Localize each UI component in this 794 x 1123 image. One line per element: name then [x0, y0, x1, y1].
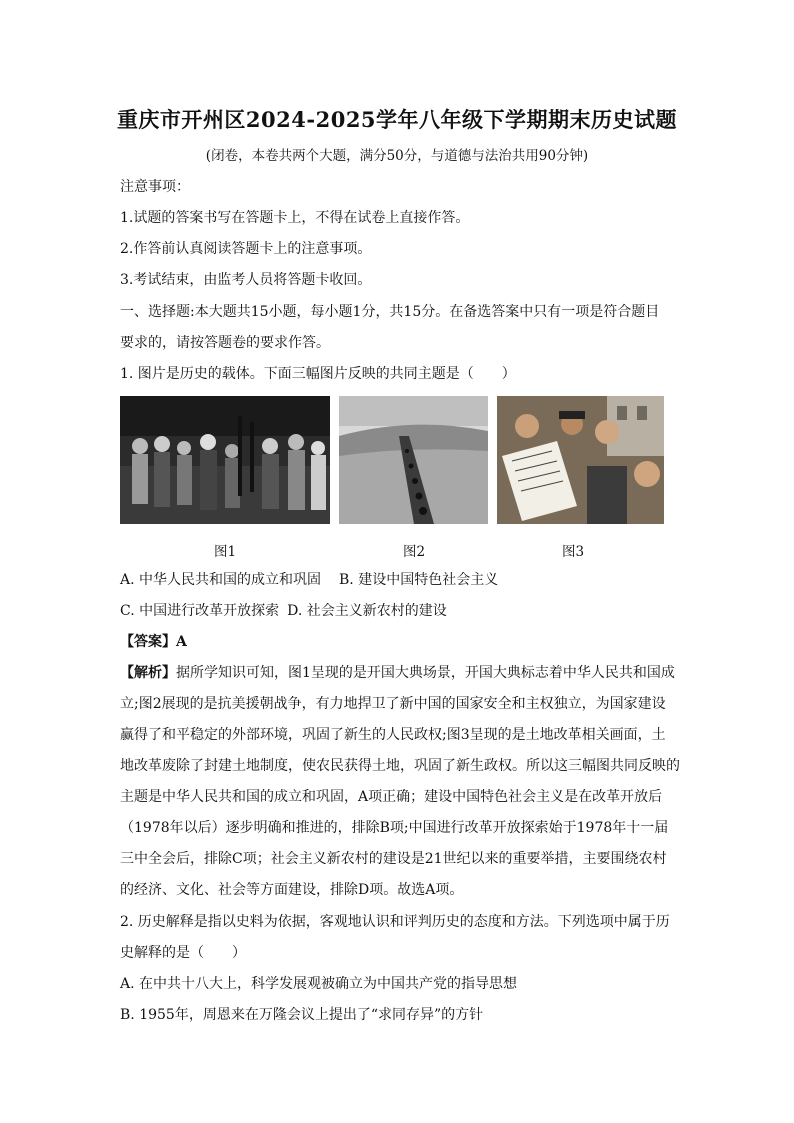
figure-2-caption: 图2 — [402, 544, 426, 560]
q1-option-d: D. 社会主义新农村的建设 — [287, 603, 447, 619]
q1-option-c: C. 中国进行改革开放探索 — [120, 603, 280, 619]
note-item-3: 3.考试结束，由监考人员将答题卡收回。 — [120, 272, 372, 288]
notes-heading: 注意事项： — [120, 179, 190, 195]
note-item-1: 1.试题的答案书写在答题卡上，不得在试卷上直接作答。 — [120, 210, 470, 226]
q1-analysis-line-6: （1978年以后）逐步明确和推进的，排除B项;中国进行改革开放探索始于1978年十一届 — [120, 820, 669, 836]
q1-analysis-line-3: 赢得了和平稳定的外部环境，巩固了新生的人民政权;图3呈现的是土地改革相关画面，土 — [120, 727, 666, 743]
figure-3-photo — [497, 396, 664, 524]
q1-analysis-text-1: 据所学知识可知，图1呈现的是开国大典场景，开国大典标志着中华人民共和国成 — [176, 665, 675, 681]
q2-option-b: B. 1955年，周恩来在万隆会议上提出了“求同存异”的方针 — [120, 1007, 484, 1023]
page-subtitle: (闭卷，本卷共两个大题，满分50分，与道德与法治共用90分钟) — [205, 148, 589, 164]
figure-3-caption: 图3 — [561, 544, 585, 560]
q1-stem: 1. 图片是历史的载体。下面三幅图片反映的共同主题是（ ） — [120, 366, 516, 382]
q1-analysis-line-1 — [120, 663, 680, 683]
q1-analysis-line-2: 立;图2展现的是抗美援朝战争，有力地捍卫了新中国的国家安全和主权独立，为国家建设 — [120, 696, 666, 712]
figure-1-caption: 图1 — [213, 544, 237, 560]
note-item-2: 2.作答前认真阅读答题卡上的注意事项。 — [120, 241, 372, 257]
section1-instructions-cont: 要求的，请按答题卷的要求作答。 — [120, 335, 330, 351]
page-title: 重庆市开州区2024-2025学年八年级下学期期末历史试题 — [116, 107, 678, 132]
q1-answer: 【答案】A — [120, 634, 187, 650]
q1-option-b: B. 建设中国特色社会主义 — [339, 572, 499, 588]
q2-stem: 2. 历史解释是指以史料为依据，客观地认识和评判历史的态度和方法。下列选项中属于历 — [120, 914, 670, 930]
figure-1-photo — [120, 396, 330, 524]
section1-instructions: 一、选择题:本大题共15小题，每小题1分，共15分。在备选答案中只有一项是符合题目 — [120, 304, 660, 320]
q1-analysis-label: 【解析】 — [120, 665, 176, 681]
q1-analysis-line-8: 的经济、文化、社会等方面建设，排除D项。故选A项。 — [120, 882, 464, 898]
q1-options-ab — [120, 570, 680, 590]
q1-options-cd — [120, 601, 680, 621]
figure-2-photo — [339, 396, 488, 524]
q2-stem-cont: 史解释的是（ ） — [120, 945, 246, 961]
q2-option-a: A. 在中共十八大上，科学发展观被确立为中国共产党的指导思想 — [120, 976, 518, 992]
q1-option-a: A. 中华人民共和国的成立和巩固 — [120, 572, 322, 588]
q1-analysis-line-7: 三中全会后，排除C项；社会主义新农村的建设是21世纪以来的重要举措，主要围绕农村 — [120, 851, 667, 867]
q1-analysis-line-4: 地改革废除了封建土地制度，使农民获得土地，巩固了新生政权。所以这三幅图共同反映的 — [120, 758, 680, 774]
q1-analysis-line-5: 主题是中华人民共和国的成立和巩固，A项正确；建设中国特色社会主义是在改革开放后 — [120, 789, 663, 805]
